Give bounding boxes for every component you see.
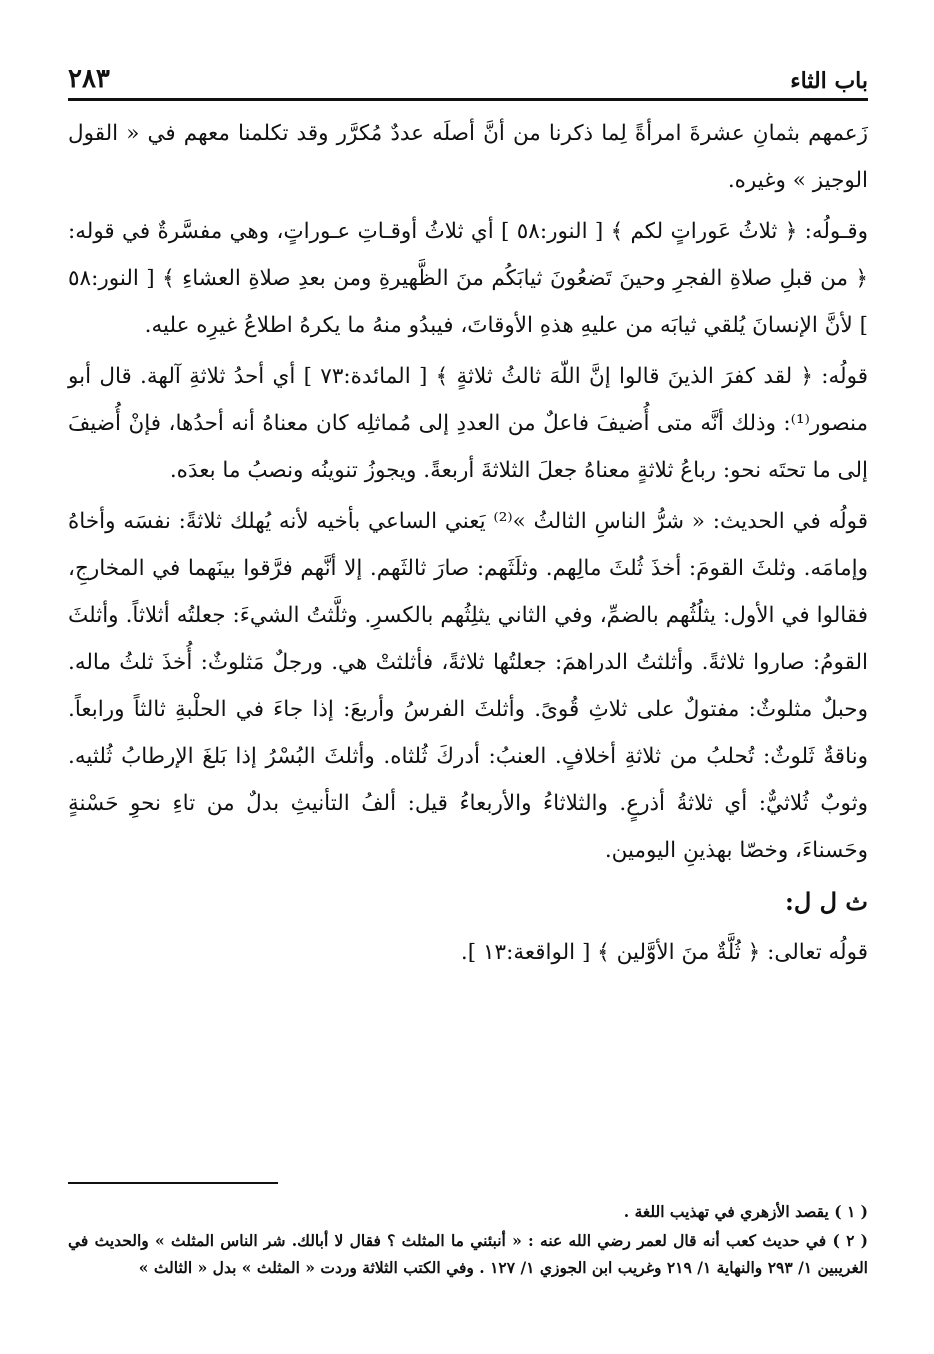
paragraph: وقـولُه: ﴿ ثلاثُ عَوراتٍ لكم ﴾ [ النور:٥٨ ] أي ثلاثُ أوقـاتِ عـوراتٍ، وهي مفسَّرةٌ في قوله: ﴿ من قبلِ صلاةِ الفجرِ وحينَ تَضعُونَ ثيابَكُم منَ الظَّهيرةِ ومن بعدِ صلاةِ العشاءِ ﴾ [ النور:٥٨ ] لأنَّ الإنسانَ يُلقي ثيابَه من عليهِ هذهِ الأوقاتَ، فيبدُو منهُ ما يكرهُ اطلاعُ غيرِه عليه. xyxy=(68,219,868,338)
header-rule xyxy=(68,98,868,101)
paragraph: قولُه في الحديث: « شرُّ الناسِ الثالثُ »⁽²⁾ يَعني الساعي بأخيه لأنه يُهلك ثلاثةً: نفسَه وأخاهُ وإمامَه. وثلثَ القومَ: أخذَ ثُلثَ مالِهم. وثلَثَهم: صارَ ثالثَهم. إلا أنَّهم فرَّقوا بينَهما في المخارجِ، فقالوا في الأول: يثلُثُهم بالضمِّ، وفي الثاني يثلِثُهم بالكسرِ. وثلَّثتُ الشيءَ: جعلتُه أثلاثاً. وأثلثَ القومُ: صاروا ثلاثةً. وأثلثتُ الدراهمَ: جعلتُها ثلاثةً، فأثلثتْ هي. ورجلٌ مَثلوثٌ: أُخذَ ثلثُ ماله. وحبلٌ مثلوثٌ: مفتولٌ على ثلاثِ قُوىً. وأثلثَ الفرسُ وأربعَ: إذا جاءَ في الحلْبةِ ثالثاً ورابعاً. وناقةٌ ثَلوثٌ: تُحلبُ من ثلاثةِ أخلافٍ. العنبُ: أدركَ ثُلثاه. وأثلثَ البُسْرُ إذا بَلغَ الإرطابُ ثُلثيه. وثوبٌ ثُلاثيٌّ: أي ثلاثةُ أذرعٍ. والثلاثاءُ والأربعاءُ قيل: ألفُ التأنيثِ بدلٌ من تاءِ نحوِ حَسْنةٍ وحَسناءَ، وخصّا بهذينِ اليومين. xyxy=(68,509,869,863)
page-number: ٢٨٣ xyxy=(68,64,110,94)
page-header xyxy=(68,56,868,94)
footnotes xyxy=(68,1198,868,1283)
root-heading: ث ل ل: xyxy=(784,887,868,916)
footnote: ( ٢ ) في حديث كعب أنه قال لعمر رضي الله عنه : « أنبئني ما المثلث ؟ فقال لا أبالك. شر الناس المثلث » والحديث في الغريبين ١/ ٢٩٣ والنهاية ١/ ٢١٩ وغريب ابن الجوزي ١/ ١٢٧ . وفي الكتب الثلاثة وردت « المثلث » بدل « الثالث » xyxy=(68,1231,868,1277)
paragraph: قولُه تعالى: ﴿ ثُلَّةٌ منَ الأوَّلين ﴾ [ الواقعة:١٣ ]. xyxy=(460,940,868,965)
footnote-rule xyxy=(68,1182,278,1184)
paragraph: قولُه: ﴿ لقد كفرَ الذينَ قالوا إنَّ اللّهَ ثالثُ ثلاثةٍ ﴾ [ المائدة:٧٣ ] أي أحدُ ثلاثةِ آلهة. قال أبو منصور⁽¹⁾: وذلك أنَّه متى أُضيفَ فاعلٌ من العددِ إلى مُماثلِه كان معناهُ أنه أحدُها، فإنْ أُضيفَ إلى ما تحتَه نحو: رباعُ ثلاثةٍ معناهُ جعلَ الثلاثةَ أربعةً. ويجوزُ تنوينُه ونصبُ ما بعدَه. xyxy=(68,364,868,483)
book-page xyxy=(68,48,868,1338)
section-title: باب الثاء xyxy=(790,68,868,94)
footnote: ( ١ ) يقصد الأزهري في تهذيب اللغة . xyxy=(623,1202,868,1221)
paragraph: زَعمهم بثمانِ عشرةَ امرأةً لِما ذكرنا من أنَّ أصلَه عددٌ مُكرَّر وقد تكلمنا معهم في « القول الوجيز » وغيره. xyxy=(68,121,868,193)
main-text xyxy=(68,110,868,980)
